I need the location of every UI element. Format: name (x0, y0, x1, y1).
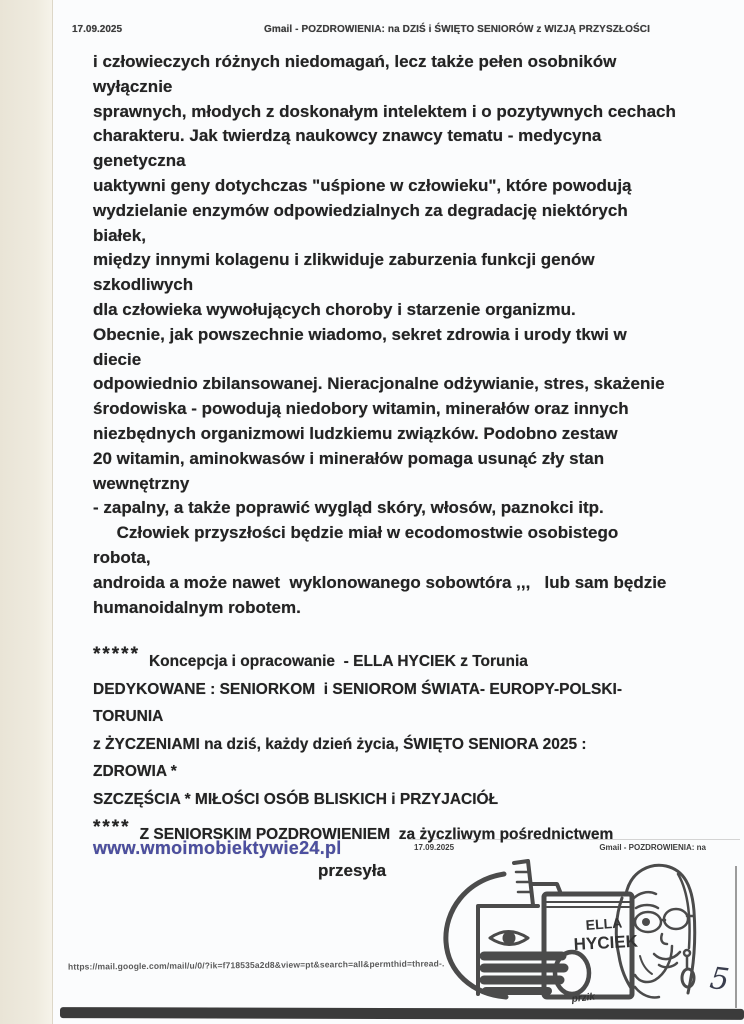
caricature-sketch-svg (426, 856, 700, 1008)
body-line: robota, (93, 547, 151, 567)
credits-concept-text: Koncepcja i opracowanie - ELLA HYCIEK z Torunia (148, 653, 528, 670)
body-line: odpowiednio zbilansowanej. Nieracjonalne odżywianie, stres, skażenie (93, 374, 665, 394)
hair-curl-bottom (635, 987, 659, 998)
credits-dedication-line-1: DEDYKOWANE : SENIORKOM i SENIOROM ŚWIATA- EUROPY-POLSKI- (93, 680, 623, 698)
nose-line (661, 934, 667, 944)
forehead-line (632, 892, 656, 900)
email-body-text (93, 50, 693, 620)
attachment-header-date: 17.09.2025 (414, 843, 455, 852)
attachment-header-title: Gmail - POZDROWIENIA: na (599, 843, 706, 852)
body-line: 20 witamin, aminokwasów i minerałów pomaga usunąć zły stan (93, 448, 605, 468)
scan-right-edge-line (735, 866, 737, 1008)
caricature-drawing (426, 856, 700, 1008)
glasses-right-lens (664, 909, 688, 929)
body-line: genetyczna (93, 151, 186, 171)
body-line: - zapalny, a także poprawić wygląd skóry, włosów, paznokci itp. (93, 498, 604, 518)
sender-word: przesyła (318, 861, 387, 880)
stars-decoration: **** (93, 816, 131, 838)
body-line: wewnętrzny (93, 473, 190, 493)
smile-line (654, 952, 680, 959)
body-line: wyłącznie (93, 76, 173, 96)
cheek-line (640, 956, 652, 974)
body-line: diecie (93, 349, 142, 369)
body-line: niezbędnych organizmowi ludzkiemu związków. Podobno zestaw (93, 423, 618, 443)
jaw-line (635, 946, 672, 982)
credits-health-line: ZDROWIA * (93, 763, 177, 781)
body-line: szkodliwych (93, 275, 194, 295)
credits-wishes-line: z ŻYCZENIAMI na dziś, każdy dzień życia, ŚWIĘTO SENIORA 2025 : (93, 735, 587, 753)
credits-concept-line (93, 641, 713, 676)
credits-happiness-line: SZCZĘŚCIA * MIŁOŚCI OSÓB BLISKICH i PRZYJACIÓŁ (93, 790, 499, 808)
drawing-label-hyciek: HYCIEK (573, 931, 639, 954)
eye-pupil (503, 932, 516, 945)
credits-dedication-line-2: TORUNIA (93, 708, 164, 726)
body-line: Człowiek przyszłości będzie miał w ecodomostwie osobistego (93, 523, 619, 543)
website-link[interactable]: www.wmoimobiektywie24.pl (93, 838, 342, 858)
body-line: środowiska - powodują niedobory witamin, minerałów oraz innych (93, 399, 629, 419)
body-line: uaktywni geny dotychczas "uśpione w człowieku", które powodują (93, 175, 632, 195)
eyebrow (636, 905, 658, 908)
eye-behind-glasses (642, 918, 650, 926)
stars-decoration: ***** (93, 644, 140, 665)
body-line: charakteru. Jak twierdzą naukowcy znawcy tematu - medycyna (93, 126, 602, 146)
credits-block (93, 641, 713, 848)
print-header-title: Gmail - POZDROWIENIA: na DZIŚ i ŚWIĘTO SENIORÓW z WIZJĄ PRZYSZŁOŚCI (264, 24, 650, 35)
drawing-label-ella: ELLA (585, 914, 623, 933)
body-line: androida a może nawet wyklonowanego sobowtóra ,,, lub sam będzie (93, 572, 667, 592)
print-header-date: 17.09.2025 (72, 24, 123, 35)
body-line: sprawnych, młodych z doskonałym intelektem i o pozytywnych cechach (93, 101, 676, 121)
hair-outline-right (626, 865, 695, 993)
scan-left-edge (0, 0, 53, 1024)
body-line: między innymi kolagenu i zlikwiduje zaburzenia funkcji genów (93, 250, 595, 270)
body-line: Obecnie, jak powszechnie wiadomo, sekret zdrowia i urody tkwi w (93, 324, 627, 344)
handwritten-page-number: 5 (707, 960, 732, 999)
footer-gmail-url: https://mail.google.com/mail/u/0/?ik=f718535a2d8&view=pt&search=all&permthid=thread-. (67, 958, 445, 972)
body-line: białek, (93, 225, 146, 245)
book-pages (546, 902, 630, 907)
body-line: wydzielanie enzymów odpowiedzialnych za degradację niektórych (93, 200, 628, 220)
artist-signature: przik (571, 991, 596, 1005)
body-line: humanoidalnym robotem. (93, 597, 301, 617)
credits-greeting-text: Z SENIORSKIM POZDROWIENIEM za życzliwym pośrednictwem (139, 825, 614, 843)
body-line: i człowieczych różnych niedomagań, lecz także pełen osobników (93, 52, 617, 71)
body-line: dla człowieka wywołujących choroby i starzenie organizmu. (93, 299, 576, 319)
scan-bottom-shadow (60, 1007, 744, 1020)
